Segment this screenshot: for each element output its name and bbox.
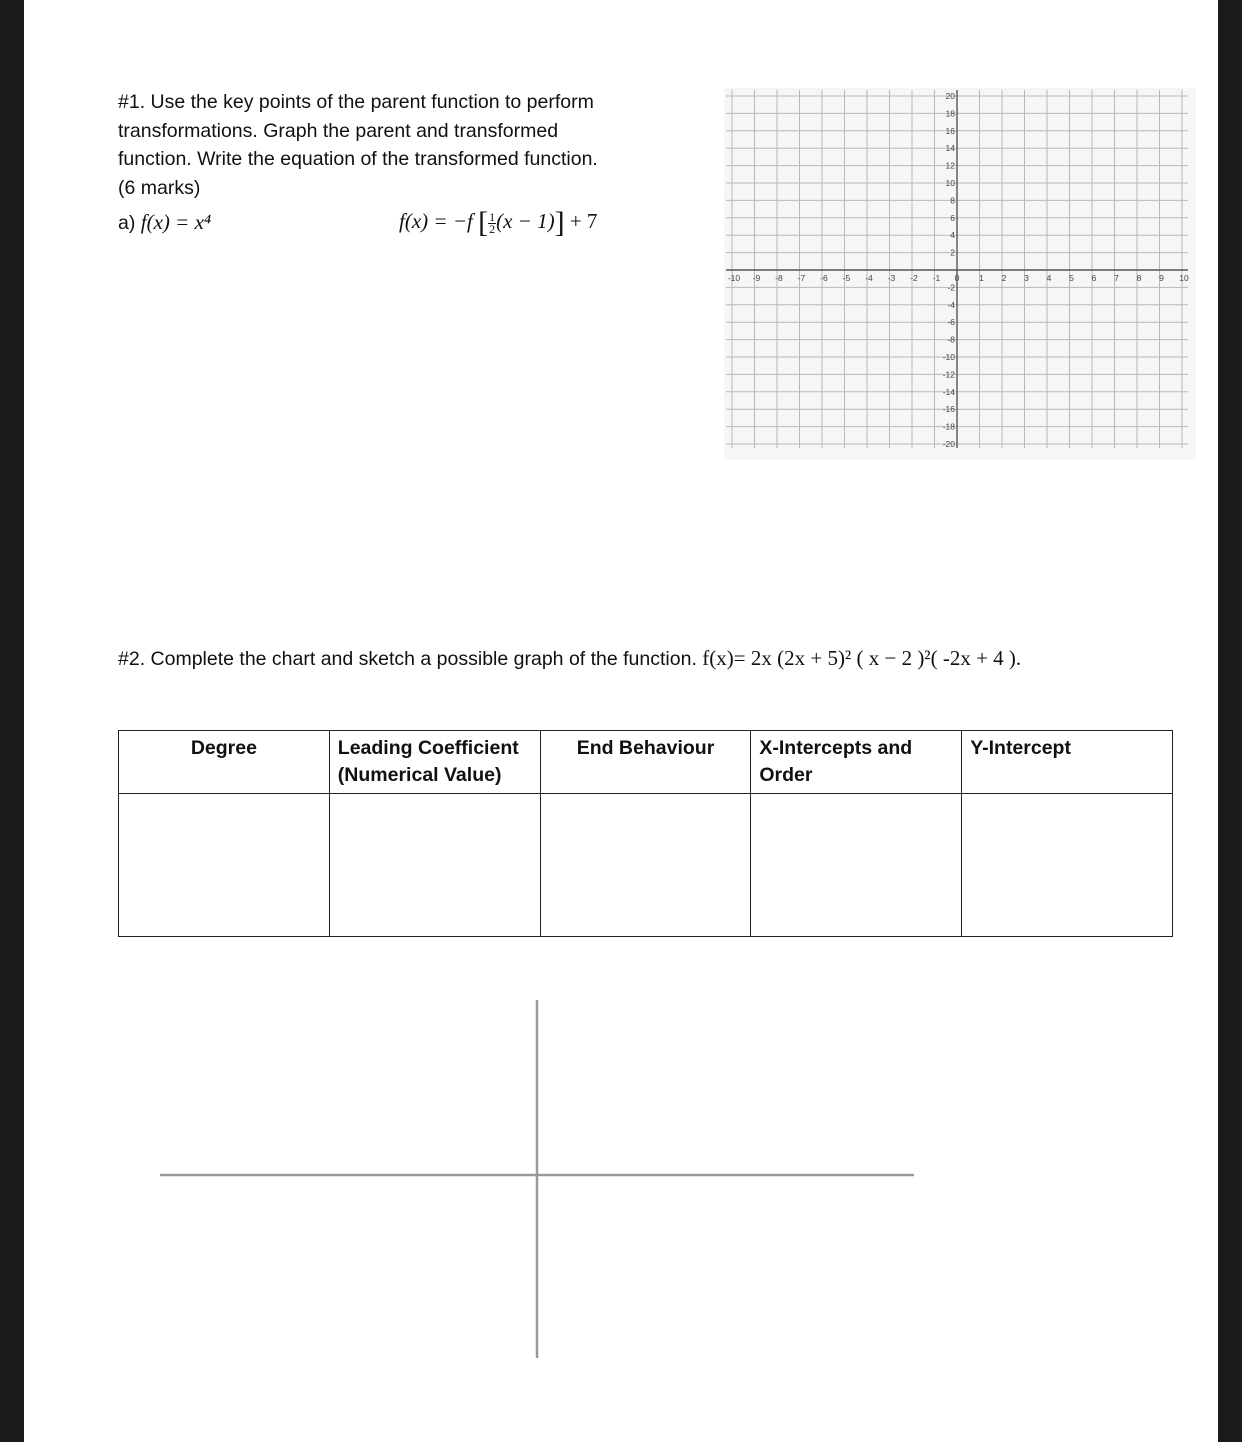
transformed-inner: (x − 1) xyxy=(496,208,555,233)
x-tick-label: 2 xyxy=(1001,273,1007,283)
x-tick-label: 10 xyxy=(1179,273,1189,283)
y-tick-label: -18 xyxy=(942,421,955,432)
x-tick-label: -3 xyxy=(887,273,896,283)
worksheet-page xyxy=(24,0,1218,1442)
y-tick-label: -16 xyxy=(942,404,955,415)
y-tick-label: 20 xyxy=(945,91,955,101)
header-leading-coefficient: Leading Coefficient (Numerical Value) xyxy=(329,731,540,794)
y-tick-label: -20 xyxy=(942,439,955,449)
x-tick-label: 8 xyxy=(1136,273,1142,283)
header-y-intercept: Y-Intercept xyxy=(962,731,1173,794)
x-tick-label: -5 xyxy=(842,273,851,283)
x-tick-label: 5 xyxy=(1069,273,1074,283)
x-tick-label: 9 xyxy=(1159,273,1164,283)
y-tick-label: 10 xyxy=(945,178,955,188)
q1-line-4: (6 marks) xyxy=(118,176,201,199)
header-degree: Degree xyxy=(119,731,330,794)
x-tick-label: 6 xyxy=(1091,273,1097,283)
y-tick-label: 8 xyxy=(950,195,955,206)
q1-line-1: #1. Use the key points of the parent function to perform xyxy=(118,91,594,113)
x-tick-label: -6 xyxy=(820,273,828,283)
x-tick-label: 4 xyxy=(1046,273,1052,283)
q2-function: f(x)= 2x (2x + 5)² ( x − 2 )²( -2x + 4 ). xyxy=(702,646,1022,670)
q1-line-3: function. Write the equation of the transformed function. xyxy=(118,148,598,171)
y-tick-label: -2 xyxy=(947,282,955,293)
chart-header-row xyxy=(119,731,1173,794)
answer-x-intercepts-cell[interactable] xyxy=(751,794,962,937)
y-tick-label: -14 xyxy=(942,386,955,397)
y-tick-label: 12 xyxy=(945,160,955,171)
x-tick-label: -2 xyxy=(910,273,918,283)
question-1-text xyxy=(118,88,698,202)
x-tick-label: -4 xyxy=(865,273,873,283)
x-tick-label: -8 xyxy=(775,273,783,283)
q2-prompt: #2. Complete the chart and sketch a possible graph of the function. xyxy=(118,648,697,670)
y-tick-label: 2 xyxy=(950,247,955,258)
fraction-one-half: $\frac{1}{2}$ xyxy=(489,209,496,236)
x-tick-label: 7 xyxy=(1114,273,1119,283)
y-tick-label: -6 xyxy=(947,317,955,328)
header-end-behaviour: End Behaviour xyxy=(540,731,751,794)
y-tick-label: -10 xyxy=(942,352,955,362)
x-tick-label: -1 xyxy=(932,273,941,283)
chart-answer-row xyxy=(119,794,1173,937)
parent-function: f(x) = x⁴ xyxy=(140,210,212,234)
x-tick-label: -7 xyxy=(797,273,806,283)
x-tick-label: -9 xyxy=(752,273,761,283)
answer-degree-cell[interactable] xyxy=(119,794,330,937)
coordinate-grid xyxy=(724,88,1196,460)
y-tick-label: -4 xyxy=(947,299,955,310)
polynomial-chart xyxy=(118,730,1173,937)
part-a-label: a) xyxy=(118,212,136,234)
y-tick-label: 4 xyxy=(950,230,955,241)
header-x-intercepts: X-Intercepts and Order xyxy=(751,731,962,794)
transformed-equation: f(x) = −f [ $\frac{1}{2}$ (x − 1)] + 7 xyxy=(399,206,598,239)
sketch-axes xyxy=(160,1000,916,1360)
question-2-text xyxy=(118,646,1021,671)
transformed-tail: + 7 xyxy=(569,208,598,233)
y-tick-label: 14 xyxy=(945,143,955,154)
answer-leading-coefficient-cell[interactable] xyxy=(329,794,540,937)
y-tick-label: 16 xyxy=(945,125,955,136)
q1-line-2: transformations. Graph the parent and transformed xyxy=(118,119,559,142)
x-tick-label: 3 xyxy=(1024,273,1029,283)
x-tick-label: 0 xyxy=(954,273,960,283)
grid-svg xyxy=(724,88,1196,460)
transformed-lhs: f(x) = −f xyxy=(399,208,473,233)
part-a xyxy=(118,210,211,235)
y-tick-label: 18 xyxy=(945,108,955,119)
y-tick-label: -12 xyxy=(942,369,955,380)
answer-y-intercept-cell[interactable] xyxy=(962,794,1173,937)
x-tick-label: -10 xyxy=(727,273,741,283)
y-tick-label: 6 xyxy=(950,212,955,223)
x-tick-label: 1 xyxy=(979,273,984,283)
answer-end-behaviour-cell[interactable] xyxy=(540,794,751,937)
y-tick-label: -8 xyxy=(947,334,955,345)
